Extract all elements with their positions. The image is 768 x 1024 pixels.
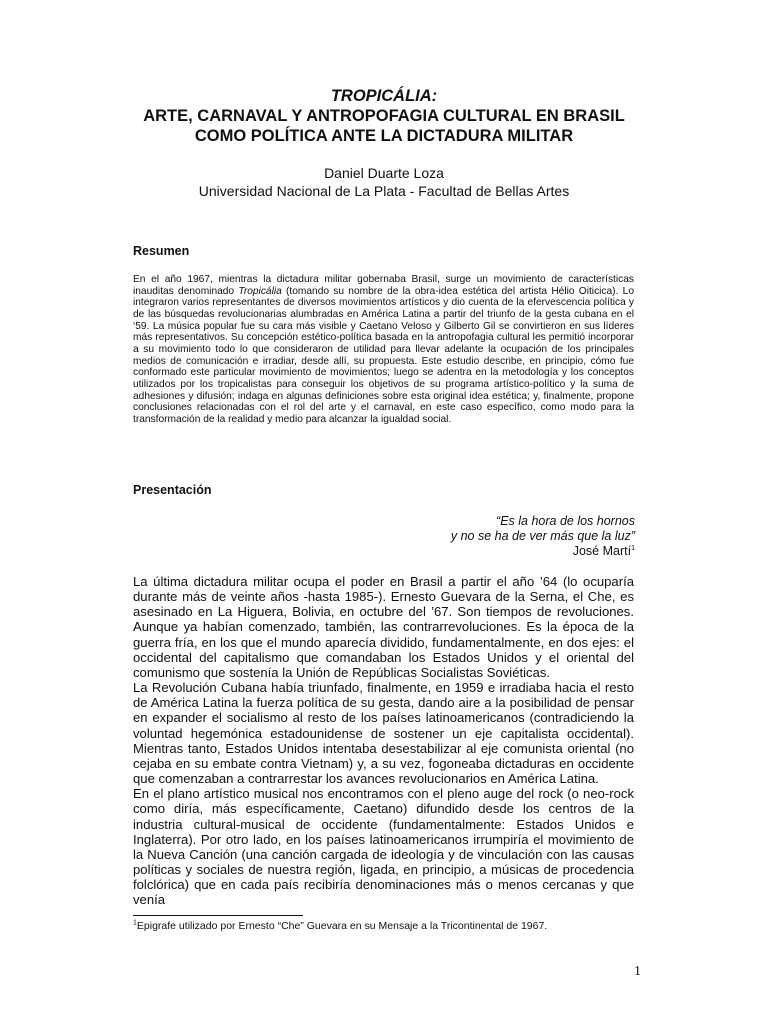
footnote-text: Epigrafe utilizado por Ernesto “Che” Guevara en su Mensaje a la Tricontinental de 1967.	[136, 920, 548, 932]
presentation-body	[133, 574, 634, 907]
presentation-heading: Presentación	[133, 483, 212, 497]
epigraph	[235, 514, 635, 559]
title-block	[100, 86, 668, 146]
body-paragraph-2: La Revolución Cubana había triunfado, finalmente, en 1959 e irradiaba hacia el resto de América Latina la fuerza política de su gesta, dando aire a la posibilidad de pensar en expander el socialismo al resto de los países latinoamericanos (contradiciendo la voluntad hegemónica estadounidense de sostener un eje capitalista occidental). Mientras tanto, Estados Unidos intentaba desestabilizar al eje comunista oriental (no cejaba en su embate contra Vietnam) y, a su vez, fogoneaba dictaduras en occidente que comenzaban a contrarrestar los avances revolucionarios en América Latina.	[133, 680, 634, 787]
abstract-heading: Resumen	[133, 244, 190, 258]
epigraph-author: José Martí	[572, 544, 632, 558]
abstract-text-italic: Tropicália	[238, 285, 282, 297]
page-number: 1	[634, 964, 641, 979]
abstract-text-part-1: En el año 1967, mientras la dictadura militar gobernaba Brasil, surge un movimiento de características inauditas denominado	[133, 274, 634, 297]
epigraph-footnote-marker: 1	[631, 544, 635, 552]
title-line-3: COMO POLÍTICA ANTE LA DICTADURA MILITAR	[194, 127, 574, 145]
abstract-text-part-2: (tomando su nombre de la obra-idea estética del artista Hélio Oiticica). Lo integraron varios representantes de diversos movimientos artísticos y dio cuenta de la efervescencia política y de las búsquedas revolucionarias alumbradas en América Latina a partir del triunfo de la gesta cubana en el ‘59. La música popular fue su cara más visible y Caetano Veloso y Gilberto Gil se convirtieron en sus líderes más representativos. Su concepción estético-política basada en la antropofagia cultural les permitió incorporar a su movimiento todo lo que consideraron de utilidad para llevar adelante la ocupación de los principales medios de comunicación e irradiar, desde allí, su propuesta. Este estudio describe, en principio, cómo fue conformado este particular movimiento de movimientos; luego se adentra en la metodología y los conceptos utilizados por los tropicalistas para conseguir los objetivos de su programa artístico-político y la suma de adhesiones y difusión; indaga en algunas definiciones sobre esta original idea estética; y, finalmente, propone conclusiones relacionadas con el rol del arte y el carnaval, en este caso específico, como modo para la transformación de la realidad y medio para alcanzar la igualdad social.	[133, 285, 634, 425]
title-line-2: ARTE, CARNAVAL Y ANTROPOFAGIA CULTURAL EN BRASIL	[143, 107, 625, 125]
author-name: Daniel Duarte Loza	[324, 165, 444, 181]
epigraph-line-1: “Es la hora de los hornos	[496, 514, 635, 528]
author-block	[100, 164, 668, 200]
body-paragraph-1: La última dictadura militar ocupa el poder en Brasil a partir el año ’64 (lo ocuparía durante más de veinte años -hasta 1985-). Ernesto Guevara de la Serna, el Che, es asesinado en La Higuera, Bolivia, en octubre del ’67. Son tiempos de revoluciones. Aunque ya habían comenzado, también, las contrarrevoluciones. Es la época de la guerra fría, en los que el mundo aparecía dividido, fundamentalmente, en dos ejes: el occidental del capitalismo que comandaban los Estados Unidos y el oriental del comunismo que sostenía la Unión de Repúblicas Socialistas Soviéticas.	[133, 574, 634, 680]
epigraph-author-line	[235, 544, 635, 559]
author-affiliation: Universidad Nacional de La Plata - Facultad de Bellas Artes	[198, 183, 570, 199]
footnote-divider	[133, 915, 303, 916]
footnote-marker: 1	[133, 919, 137, 927]
footnote	[133, 920, 653, 933]
title-line-1: TROPICÁLIA:	[330, 87, 438, 105]
abstract-text	[133, 274, 634, 426]
epigraph-line-2: y no se ha de ver más que la luz”	[450, 529, 635, 543]
body-paragraph-3: En el plano artístico musical nos encontramos con el pleno auge del rock (o neo-rock como diría, más específicamente, Caetano) difundido desde los centros de la industria cultural-musical de occidente (fundamentalmente: Estados Unidos e Inglaterra). Por otro lado, en los países latinoamericanos irrumpiría el movimiento de la Nueva Canción (una canción cargada de ideología y de vinculación con las causas políticas y sociales de nuestra región, ligada, en principio, a músicas de procedencia folclórica) que en cada país recibiría denominaciones más o menos cercanas y que venía	[133, 786, 634, 908]
